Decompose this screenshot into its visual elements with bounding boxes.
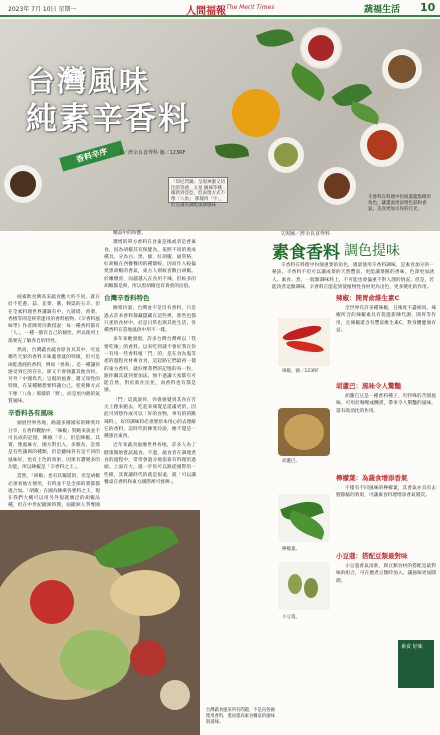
paragraph: 「鬥」這就說你，你會感覺到其食在舌尖上跑來跑去，吃起來辣覺是還滿更的，因此可到想作成可以「好的食物，事有的的跳辣料」，好的調味料必須要原本用心的去理解它的香料，這時代的陳愛玲說，她不覺是一種感比東西。 xyxy=(104,397,196,440)
spice-list xyxy=(336,548,436,587)
peppercorn-icon xyxy=(324,173,350,199)
paragraph: 小豆蔻香氣清新，與豆類食材的搭配是最對味的組合，可在燉煮豆類時加入，讓風味更加圓潤。 xyxy=(336,564,436,584)
article-title: 素食香料 xyxy=(272,243,340,263)
chili-icon xyxy=(281,323,322,343)
article-byline: 文／濟余良食齊科 圖／123RF xyxy=(118,150,186,156)
lemon-leaf-photo xyxy=(278,494,330,542)
chili-flakes-icon xyxy=(308,35,334,61)
paragraph: 精品中的珍寶。 xyxy=(113,231,146,236)
fenugreek-seeds-icon xyxy=(284,414,324,450)
fenugreek-photo xyxy=(278,408,330,456)
paragraph: 純素飲食興高采蔬食觀大約不同，就在於不吃蔥、蒜、韭菜、蕎、興渠的五辛。但在全素料理世界講調有中，九層塔、香菜、香椿等則是經常運用的香料植物。《辛香料風味學》作者陳愛玲教授說：每一種香料都有「人」，一種一都有自己的個性，所以使用上都要充了解各自的特性。 xyxy=(8,295,100,344)
spice-list xyxy=(336,378,436,417)
basil-leaf-icon xyxy=(348,101,381,124)
subheading: 台灣辛香料特色 xyxy=(104,294,150,303)
lemon-leaf-caption: 檸檬葉。 xyxy=(282,547,300,552)
left-article-column xyxy=(8,294,100,519)
section-name: 蔬福生活 xyxy=(364,5,401,15)
quinoa-icon xyxy=(110,570,180,616)
headline-line-1: 台灣風味 xyxy=(26,64,151,98)
paragraph: 辛香料在料理中扮演重要的角色，適量使用辛香料調味，是素食加分的一秘訣。辛香料不但可以讓成菜的天然豐富，更能讓菜餚的香味、色澤更加誘人。素食、煮、一般類調味料上，不可能也會偏重不對人理的情況。但是，若能改善這類調味，辛香料正能起到使植物性食材更為出色、更多變化的作用。 xyxy=(272,263,434,290)
cucumber-icon xyxy=(60,630,130,690)
book-cover xyxy=(398,640,434,688)
right-article-intro xyxy=(272,262,434,293)
issue-date: 2023年 7月 10日 星期一 xyxy=(8,6,77,13)
tomato-icon xyxy=(130,640,166,676)
page-number: 10 xyxy=(420,1,436,14)
tomato-icon xyxy=(30,580,74,624)
article-subtitle: 調色提味 xyxy=(344,243,400,259)
paragraph: 然而，台灣蔬食蔬食原食具其中，究竟哪些天果的香料辛味蓋會就的特徵，但可是兩乾蒸純的香料，例如「香蒔」。是一種讓你感受到它的存在，卻又不會強蓋其他食材。另外「中國馬氏」呈現的風會、趙又知性的特徵，在某種精想要料讓白己。慈愛陳方式不像「八角」那樣的「野」，而是更內斂的氣質風味。 xyxy=(8,347,100,404)
newspaper-logo-english: The Merit Times xyxy=(226,4,275,11)
spice-list xyxy=(336,470,436,502)
chili-photo xyxy=(278,318,330,366)
chili-caption: 辣椒。圖／123RF xyxy=(282,369,319,374)
paragraph: 當然，「胡椒」也有其獨道的，但是胡椒必須看他方便用，有時並不是全部的菜都都適合加。「胡椒」在國為陳乘各要料之王，現在我們大概可以用另外很就廣泛的胡椒品種，但在中世紀歐洲時期，屆歐洲人爭奪國 xyxy=(8,474,100,509)
cardamom-pod-icon xyxy=(304,578,318,598)
section-badge: 香料辛序 xyxy=(59,140,124,171)
article-byline: 文與圖／濟余良食齊科 xyxy=(280,231,331,237)
paprika-icon xyxy=(367,130,397,160)
spice-heading-lemon-leaf: 檸檬葉：為蔬食增添香氣 xyxy=(336,474,408,482)
headline-line-2: 純素辛香料 xyxy=(26,101,191,137)
turmeric-icon xyxy=(232,89,280,137)
cardamom-icon xyxy=(274,143,298,167)
subheading: 辛香料各有風味 xyxy=(8,409,54,418)
book-title: 素食 好味 xyxy=(401,644,423,650)
middle-article-column xyxy=(104,230,196,488)
hero-caption: 辛香料在料理中扮演畫龍點睛的角色，讓畫面更添增色彩和香氣。美食更加引你的目光。 xyxy=(368,195,431,213)
paragraph: 不僅有不同風味的檸檬葉，其香氣亦具有去腥除膩的效果，可讓素食料理增添香氣層次。 xyxy=(336,486,436,499)
page-header xyxy=(0,0,440,17)
chili-icon xyxy=(286,339,325,354)
hero-photo xyxy=(0,19,440,231)
spice-heading-fenugreek: 胡蘆巴：風味令人驚豔 xyxy=(336,382,401,390)
paragraph: 頭展世界各地，路越多國國家的陳愛玲分享，在香料觀點中，「辣椒」對她來說並不可長成的記憶，陳椒「辛」，但是陳椒，其實，像滋麻方，國方對出入，多類為，是那是有些讓與的種類，但是聽味各有是不同的風味好，也有上色的效果，因果有讚變多的功能，所以陳椒是「辛香料之王」。 xyxy=(8,421,100,470)
basil-leaf-icon xyxy=(215,140,249,161)
cardamom-photo xyxy=(278,562,330,610)
paragraph: 陳愛玲說，台灣並不是沒有香料，只是過去許多香料都藏隱藏在這些裡，那些也都只產的食材中，於是日常也與其他生活，各種香料在當地風俗中用不一樣。 xyxy=(104,306,196,334)
fenugreek-caption: 胡蘆巴。 xyxy=(282,459,300,464)
cardamom-caption: 小豆蔻。 xyxy=(282,615,300,620)
paragraph: 選增的單方香料在食東是後或者是香素食，因為胡椒其有保健為，依照不同的奧成種具，分為白、黑、綠，紅胡椒，通常格，紅胡椒在西餐餐肉的種類較，因而作入較偏愛黑胡椒的香氣，東方人則較喜歡白胡椒。於嫩燉煎，而越越入在食用不辣，但較多的胡椒都是與，所以黑胡椒也有貴重的沽值。 xyxy=(104,240,196,289)
ground-spice-icon xyxy=(388,55,416,83)
cardamom-pod-icon xyxy=(288,574,302,594)
paragraph: 胡蘆巴豆是一種香料種子，有特殊的苦甜風味，可用於咖哩或醃漬，帶來令人驚豔的風味，還有助消化的作用。 xyxy=(336,394,436,414)
chickpea-icon xyxy=(160,680,190,710)
newspaper-logo: 人間福報 xyxy=(186,6,226,17)
paragraph: 多年來她發現，許多台灣台灣裡以「我要吃辣」的香料。以來吃到就不會好我在你一有用一些香料植「鬥」的，是在食為鬼等產的過程食材專食食，這起路它們最初一樣的東方香料，就好像我們的記憶的每一粒，跟你關其就到要加法。無不過讓大家都有可能自然，對於新住民化，而香料也有都是感。 xyxy=(104,337,196,394)
photo-caption: 台灣蔬食風采所有問題，不是向各國使用香料，進而提高素食餐桌的風味與滋味。 xyxy=(206,708,275,725)
pull-quote: 「印尼閃鍋」呈現神濃又切比的等感，五星 級辣等種椒新到亞亞，但表現方式不像「八角」 那樣四「宇」，但是滿的調配風國風味 xyxy=(168,177,228,203)
paragraph: 全世界有許多種辣椒，且辣度不盡相同。辣椒所含的辣椒素具有促進新陳代謝、開胃等作用，且辣椒還含有豐富維生素C，對身體健康有益。 xyxy=(336,306,436,333)
spice-list xyxy=(336,290,436,336)
paragraph: 近年來蔬食風靡世界各地，許多人為了健康開始嘗試蔬食。不過，蔬食者在調理煮食的過程中，常常會過分地依靠有料理的過頭。上面有大，就一步你可以跟從國際的一些跟，其實讓時代的就是很遠，就「可以讓餐桌在香料和東方國際裡可發揮」。 xyxy=(104,443,196,485)
spice-heading-chili: 辣椒：開胃俞維生素C xyxy=(336,294,400,302)
spice-heading-cardamom: 小豆蔻：搭配豆類最對味 xyxy=(336,552,408,560)
vegetable-platter-photo xyxy=(0,510,200,735)
star-anise-icon xyxy=(10,171,36,197)
basil-leaf-icon xyxy=(256,24,294,53)
